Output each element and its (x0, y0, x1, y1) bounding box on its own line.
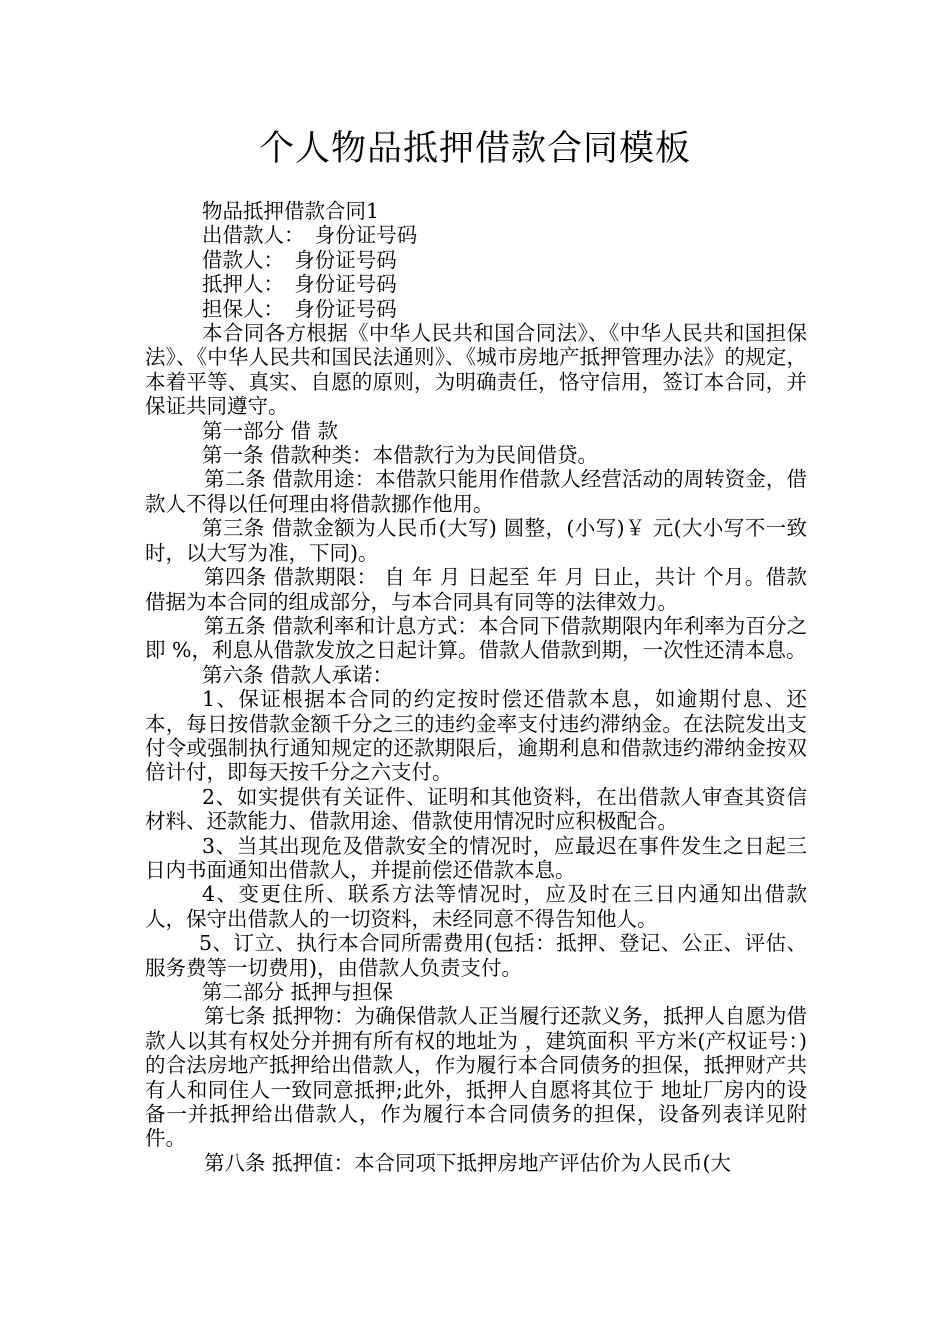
article-5: 第五条 借款利率和计息方式：本合同下借款期限内年利率为百分之 即 %，利息从借款发放之日起计算。借款人借款到期，一次性还清本息。 (145, 613, 807, 663)
article-3: 第三条 借款金额为人民币(大写) 圆整，(小写)￥ 元(大小写不一致时，以大写为准，下同)。 (145, 516, 807, 565)
article-7: 第七条 抵押物：为确保借款人正当履行还款义务，抵押人自愿为借款人以其有权处分并拥有所有权的地址为 ，建筑面积 平方米(产权证号：)的合法房地产抵押给出借款人，作为履行本合同债务的担保，抵押财产共有人和同住人一致同意抵押;此外，抵押人自愿将其位于 地址厂房内的设备一并抵押给出借款人，作为履行本合同债务的担保，设备列表详见附件。 (145, 1004, 807, 1151)
article-2: 第二条 借款用途：本借款只能用作借款人经营活动的周转资金，借款人不得以任何理由将借款挪作他用。 (145, 467, 807, 516)
article-6-item-5: 5、订立、执行本合同所需费用(包括：抵押、登记、公正、评估、服务费等一切费用)，由借款人负责支付。 (145, 931, 807, 980)
article-6-item-1: 1、保证根据本合同的约定按时偿还借款本息，如逾期付息、还本，每日按借款金额千分之三的违约金率支付违约滞纳金。在法院发出支付令或强制执行通知规定的还款期限后，逾期利息和借款违约滞纳金按双倍计付，即每天按千分之六支付。 (145, 687, 807, 785)
section-heading-mortgage: 第二部分 抵押与担保 (202, 980, 394, 1004)
article-6-item-4: 4、变更住所、联系方法等情况时，应及时在三日内通知出借款人，保守出借款人的一切资料，未经同意不得告知他人。 (145, 882, 807, 931)
article-6-item-3: 3、当其出现危及借款安全的情况时，应最迟在事件发生之日起三日内书面通知出借款人，并提前偿还借款本息。 (145, 833, 807, 882)
paragraph-contract-heading: 物品抵押借款合同1 (202, 199, 380, 223)
paragraph-borrower: 借款人： 身份证号码 (202, 247, 397, 272)
paragraph-mortgagor: 抵押人： 身份证号码 (202, 272, 397, 297)
article-4: 第四条 借款期限： 自 年 月 日起至 年 月 日止，共计 个月。借款借据为本合同的组成部分，与本合同具有同等的法律效力。 (145, 565, 807, 614)
article-1: 第一条 借款种类：本借款行为为民间借贷。 (202, 443, 599, 468)
paragraph-lender: 出借款人： 身份证号码 (202, 223, 418, 248)
paragraph-preamble: 本合同各方根据《中华人民共和国合同法》、《中华人民共和国担保法》、《中华人民共和国民法通则》、《城市房地产抵押管理办法》的规定，本着平等、真实、自愿的原则，为明确责任，恪守信用，签订本合同，并保证共同遵守。 (145, 321, 807, 419)
document-body (145, 199, 807, 1175)
section-heading-loan: 第一部分 借 款 (202, 418, 339, 443)
article-6-item-2: 2、如实提供有关证件、证明和其他资料，在出借款人审查其资信材料、还款能力、借款用途、借款使用情况时应积极配合。 (145, 784, 807, 834)
document-title: 个人物品抵押借款合同模板 (258, 129, 691, 169)
paragraph-guarantor: 担保人： 身份证号码 (202, 296, 397, 321)
article-6: 第六条 借款人承诺： (202, 662, 394, 687)
article-8: 第八条 抵押值：本合同项下抵押房地产评估价为人民币(大 (204, 1150, 732, 1175)
